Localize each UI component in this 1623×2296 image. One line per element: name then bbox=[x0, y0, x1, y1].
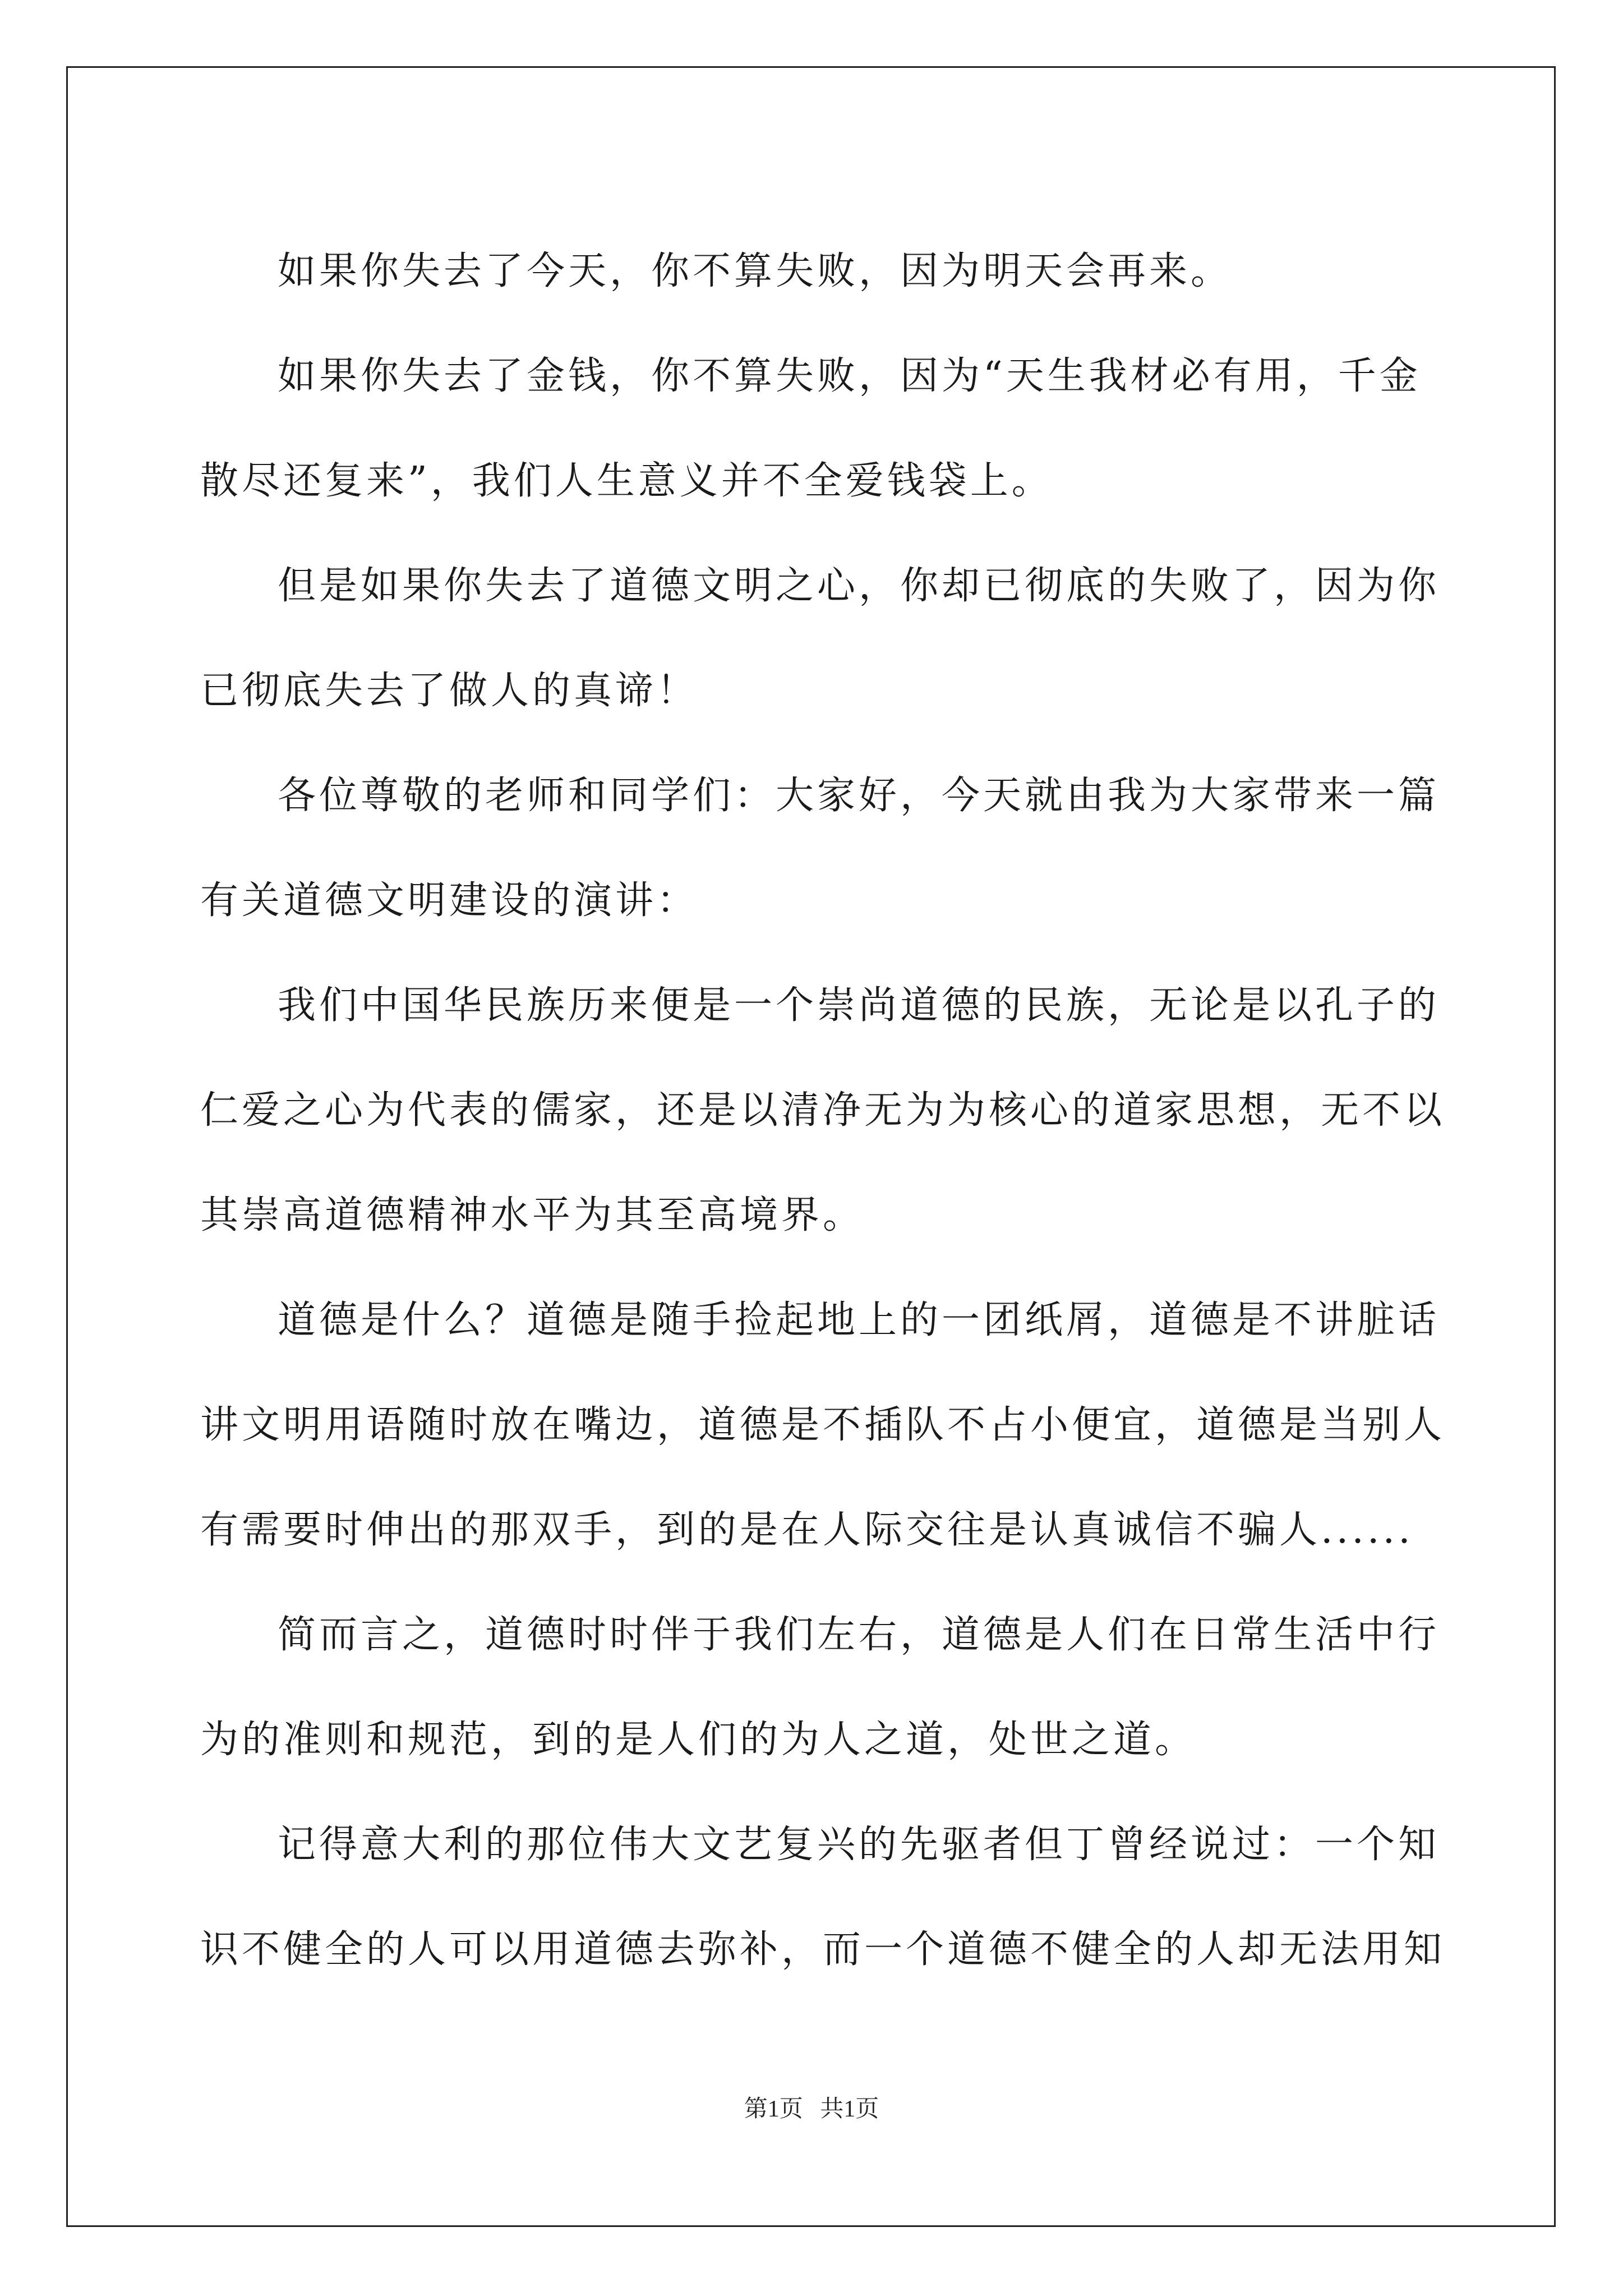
document-body bbox=[200, 219, 1446, 2002]
paragraph-6 bbox=[200, 1268, 1446, 1582]
paragraph-1 bbox=[200, 219, 1426, 324]
text-line: 我们中国华民族历来便是一个崇尚道德的民族，无论是以孔子的 bbox=[278, 983, 1440, 1028]
paragraph-5 bbox=[200, 953, 1446, 1268]
paragraph-7 bbox=[200, 1582, 1440, 1792]
text-line: 如果你失去了今天，你不算失败，因为明天会再来。 bbox=[278, 249, 1233, 293]
text-line: 识不健全的人可以用道德去弥补，而一个道德不健全的人却无法用知 bbox=[200, 1927, 1446, 1972]
paragraph-4 bbox=[200, 743, 1440, 953]
text-line: 有需要时伸出的那双手，到的是在人际交往是认真诚信不骗人...... bbox=[200, 1508, 1414, 1552]
text-line: 记得意大利的那位伟大文艺复兴的先驱者但丁曾经说过：一个知 bbox=[278, 1823, 1440, 1867]
text-line: 各位尊敬的老师和同学们：大家好，今天就由我为大家带来一篇 bbox=[278, 774, 1440, 818]
page-number-total: 共1页 bbox=[820, 2096, 879, 2122]
text-line: 简而言之，道德时时伴于我们左右，道德是人们在日常生活中行 bbox=[278, 1613, 1440, 1657]
paragraph-2 bbox=[200, 324, 1426, 533]
text-line: 仁爱之心为代表的儒家，还是以清净无为为核心的道家思想，无不以 bbox=[200, 1088, 1446, 1133]
text-line: 如果你失去了金钱，你不算失败，因为“天生我材必有用，千金 bbox=[278, 354, 1421, 398]
text-line: 为的准则和规范，到的是人们的为人之道，处世之道。 bbox=[200, 1718, 1197, 1762]
paragraph-3 bbox=[200, 533, 1440, 743]
paragraph-8 bbox=[200, 1792, 1446, 2002]
text-line: 道德是什么？道德是随手捡起地上的一团纸屑，道德是不讲脏话 bbox=[278, 1298, 1440, 1342]
text-line: 其崇高道德精神水平为其至高境界。 bbox=[200, 1193, 865, 1237]
text-line: 已彻底失去了做人的真谛！ bbox=[200, 669, 699, 713]
page-number-current: 第1页 bbox=[744, 2096, 803, 2122]
text-line: 散尽还复来”，我们人生意义并不全爱钱袋上。 bbox=[200, 459, 1053, 503]
text-line: 讲文明用语随时放在嘴边，道德是不插队不占小便宜，道德是当别人 bbox=[200, 1403, 1446, 1447]
text-line: 但是如果你失去了道德文明之心，你却已彻底的失败了，因为你 bbox=[278, 564, 1440, 608]
text-line: 有关道德文明建设的演讲： bbox=[200, 878, 699, 923]
page-footer bbox=[0, 2092, 1623, 2126]
